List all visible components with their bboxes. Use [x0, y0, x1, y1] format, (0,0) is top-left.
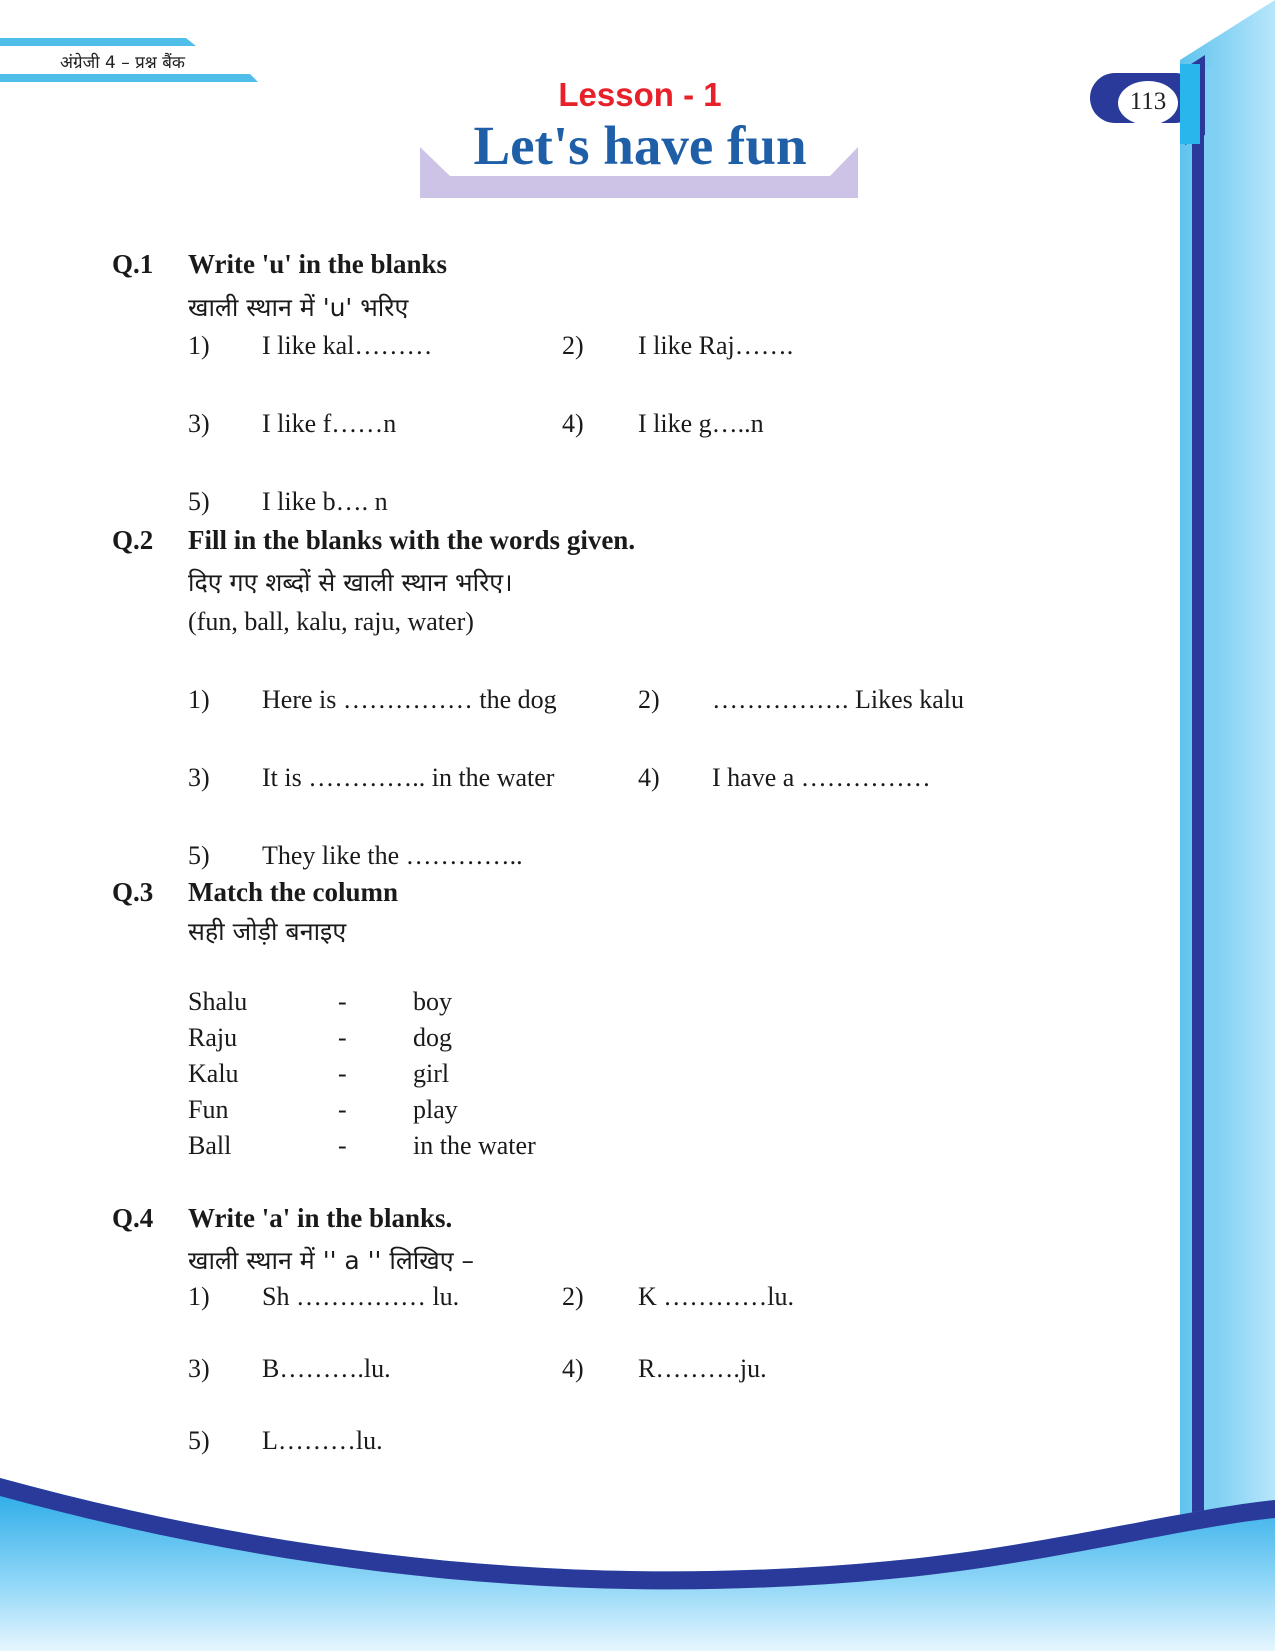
match-left: Ball [188, 1131, 232, 1160]
item-text: R……….ju. [638, 1354, 767, 1383]
item-text: I like kal……… [262, 331, 433, 360]
item-text: ……………. Likes kalu [712, 685, 965, 714]
item-text: I like f……n [262, 409, 397, 438]
item-text: I like Raj……. [638, 331, 794, 360]
match-dash: - [338, 1023, 347, 1052]
item-text: I like g…..n [638, 409, 764, 438]
item-number: 2) [562, 1282, 584, 1311]
item-text: L………lu. [262, 1426, 383, 1455]
item-number: 1) [188, 1282, 210, 1311]
bottom-wave [0, 1478, 1275, 1651]
question-number: Q.1 [112, 249, 154, 279]
book-label: अंग्रेजी 4 – प्रश्न बैंक [60, 53, 185, 73]
item-text: They like the ………….. [262, 841, 523, 870]
item-text: B……….lu. [262, 1354, 391, 1383]
item-text: Here is …………… the dog [262, 685, 557, 714]
item-number: 4) [562, 409, 584, 438]
match-dash: - [338, 1095, 347, 1124]
question-title: Write 'u' in the blanks [188, 249, 448, 279]
item-number: 4) [562, 1354, 584, 1383]
item-text: K …………lu. [638, 1282, 794, 1311]
question-title: Fill in the blanks with the words given. [188, 525, 636, 555]
item-number: 3) [188, 763, 210, 792]
match-right: girl [413, 1059, 450, 1088]
question-hindi: सही जोड़ी बनाइए [188, 917, 347, 946]
question-hindi: खाली स्थान में 'u' भरिए [188, 293, 409, 322]
match-left: Raju [188, 1023, 238, 1052]
item-number: 1) [188, 685, 210, 714]
item-number: 3) [188, 409, 210, 438]
match-left: Shalu [188, 987, 248, 1016]
question-title: Write 'a' in the blanks. [188, 1203, 453, 1233]
match-dash: - [338, 987, 347, 1016]
item-number: 3) [188, 1354, 210, 1383]
question-number: Q.3 [112, 877, 154, 907]
right-side-panel [1180, 0, 1275, 1651]
question-hindi: खाली स्थान में '' a '' लिखिए – [188, 1246, 474, 1275]
match-right: dog [413, 1023, 452, 1052]
item-number: 5) [188, 1426, 210, 1455]
question-hindi: दिए गए शब्दों से खाली स्थान भरिए। [188, 568, 513, 597]
match-right: play [413, 1095, 458, 1124]
match-left: Fun [188, 1095, 229, 1124]
match-dash: - [338, 1131, 347, 1160]
item-number: 5) [188, 841, 210, 870]
word-bank: (fun, ball, kalu, raju, water) [188, 607, 474, 636]
lesson-title: Let's have fun [473, 115, 807, 176]
match-right: in the water [413, 1131, 536, 1160]
question-number: Q.2 [112, 525, 154, 555]
match-dash: - [338, 1059, 347, 1088]
item-number: 5) [188, 487, 210, 516]
match-right: boy [413, 987, 452, 1016]
question-title: Match the column [188, 877, 398, 907]
item-number: 1) [188, 331, 210, 360]
item-text: I like b…. n [262, 487, 388, 516]
item-text: It is ………….. in the water [262, 763, 555, 792]
item-text: Sh …………… lu. [262, 1282, 460, 1311]
item-number: 2) [638, 685, 660, 714]
item-number: 2) [562, 331, 584, 360]
item-number: 4) [638, 763, 660, 792]
match-left: Kalu [188, 1059, 239, 1088]
page-number: 113 [1129, 88, 1167, 115]
question-number: Q.4 [112, 1203, 154, 1233]
item-text: I have a …………… [712, 763, 931, 792]
lesson-number: Lesson - 1 [558, 76, 722, 113]
